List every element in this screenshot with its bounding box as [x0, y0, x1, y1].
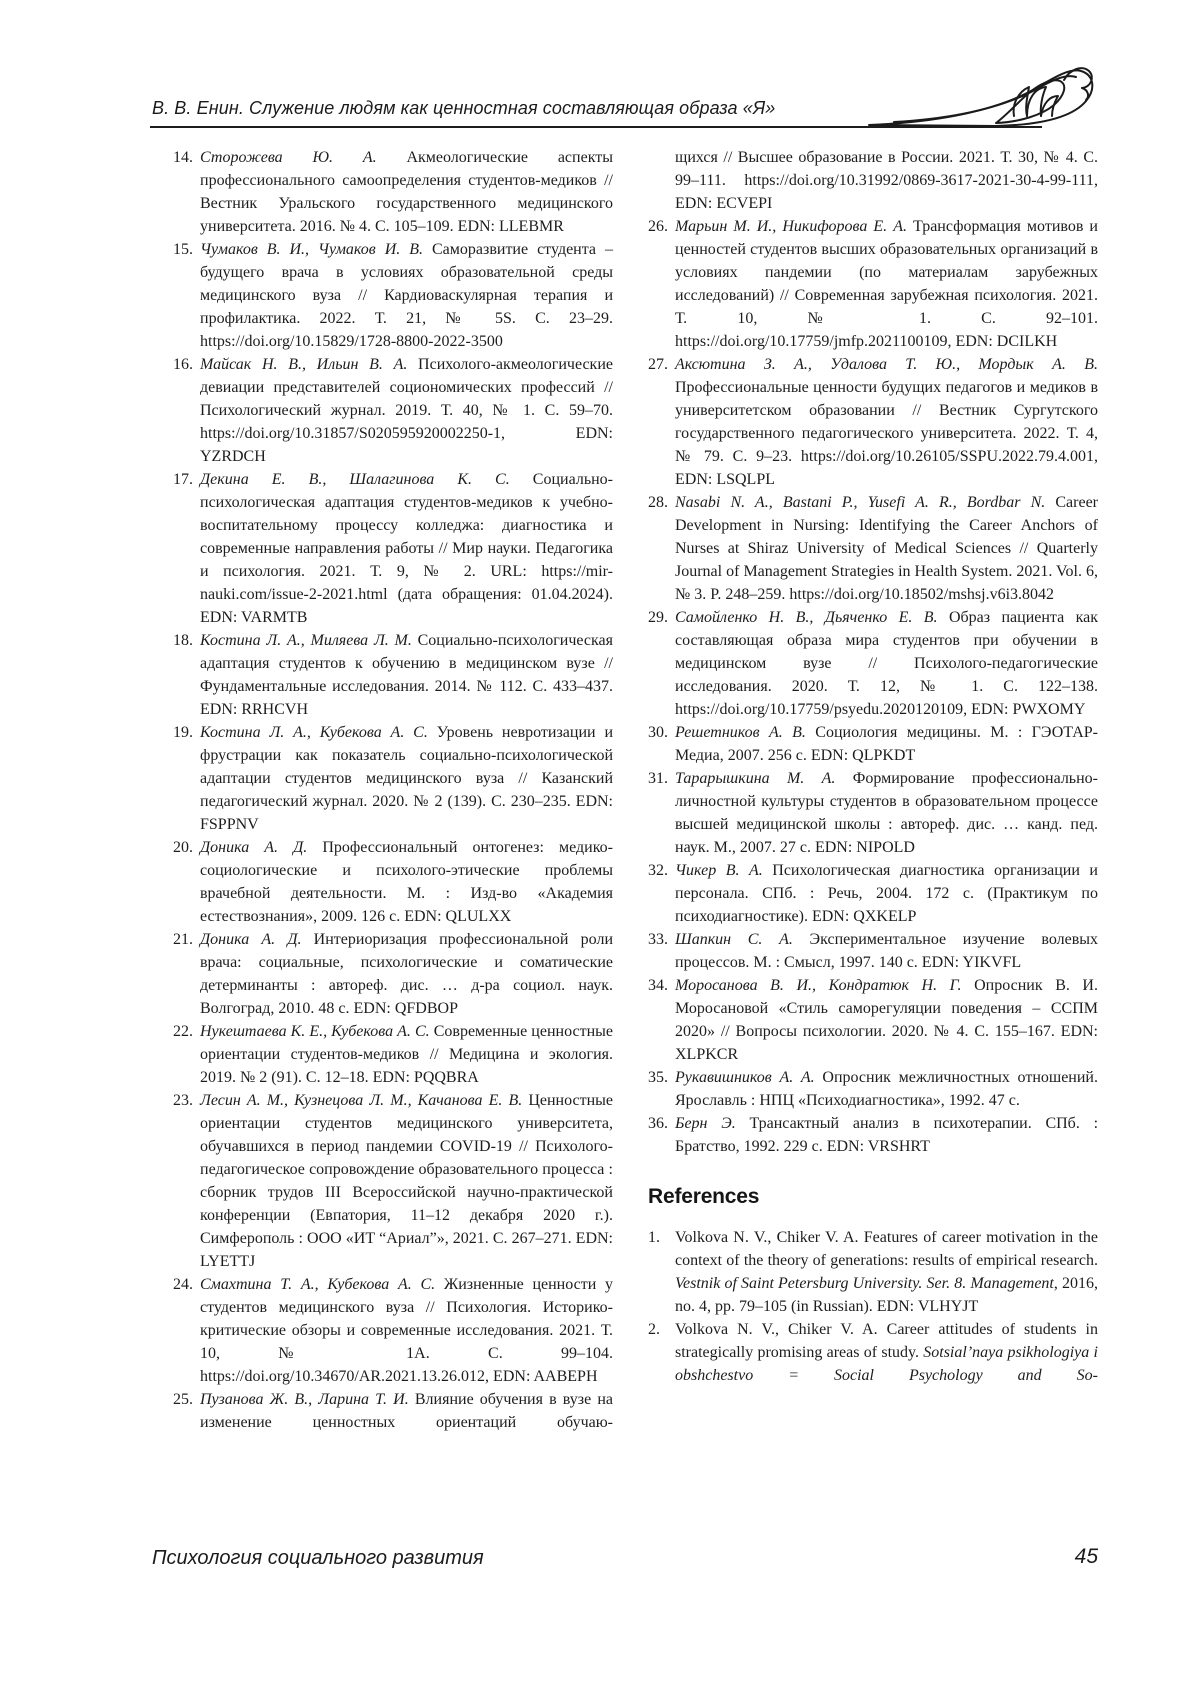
reference-item: [173, 1388, 613, 1434]
reference-number: 14.: [173, 149, 193, 166]
footer-section-title: Психология социального развития: [152, 1547, 484, 1569]
reference-text: , 2016, no. 4, pp. 79–105 (in Russian). EDN: VLHYJT: [675, 1275, 1099, 1315]
reference-text-italic: Vestnik of Saint Petersburg University. Ser. 8. Management: [675, 1275, 1054, 1292]
reference-number: 19.: [173, 724, 193, 741]
reference-item: [648, 1066, 1098, 1112]
reference-text: Социально-психологическая адаптация студентов к обучению в медицинском вузе // Фундаментальные исследования. 2014. № 112. С. 433–437. EDN: RRHCVH: [200, 632, 614, 718]
reference-text-italic: Доника А. Д.: [200, 931, 302, 948]
reference-item: [173, 629, 613, 721]
reference-number: 29.: [648, 609, 668, 626]
reference-text-italic: Декина Е. В., Шалагинова К. С.: [200, 471, 510, 488]
reference-item: [648, 491, 1098, 606]
reference-text-italic: Аксютина З. А., Удалова Т. Ю., Мордык А. В.: [675, 356, 1098, 373]
bibliography-list-right: [648, 215, 1098, 1158]
reference-text-italic: Костина Л. А., Кубекова А. С.: [200, 724, 428, 741]
header-ornament-icon: [868, 60, 1096, 133]
reference-number: 30.: [648, 724, 668, 741]
reference-item: [173, 468, 613, 629]
reference-item: [648, 974, 1098, 1066]
reference-number: 32.: [648, 862, 668, 879]
reference-text-italic: Рукавишников А. А.: [675, 1069, 815, 1086]
reference-text: Психологическая диагностика организации и персонала. СПб. : Речь, 2004. 172 с. (Практикум по психодиагностике). EDN: QXKELP: [675, 862, 1098, 925]
reference-item: [648, 1318, 1098, 1387]
reference-text: Жизненные ценности у студентов медицинского вуза // Психология. Историко-критические обзоры и современные исследования. 2021. Т. 10, № 1А. С. 99–104. https://doi.org/10.34670/AR.2021.13.26.012, EDN: AABEPH: [200, 1276, 614, 1385]
reference-text: Профессиональный онтогенез: медико-социологические и психолого-этические проблемы врачебной деятельности. М. : Изд-во «Академия естествознания», 2009. 126 с. EDN: QLULXX: [200, 839, 614, 925]
reference-number: 33.: [648, 931, 668, 948]
reference-item: [173, 1020, 613, 1089]
reference-number: 35.: [648, 1069, 668, 1086]
reference-text: Volkova N. V., Chiker V. A. Career attitudes of students in strategically promising areas of study.: [675, 1321, 1098, 1361]
references-heading: References: [648, 1185, 760, 1208]
reference-number: 20.: [173, 839, 193, 856]
reference-item: [648, 1226, 1098, 1318]
reference-number: 2.: [648, 1321, 660, 1338]
reference-number: 1.: [648, 1229, 660, 1246]
reference-number: 16.: [173, 356, 193, 373]
reference-item: [173, 928, 613, 1020]
reference-text: Саморазвитие студента – будущего врача в условиях образовательной среды медицинского вуза // Кардиоваскулярная терапия и профилактика. 2022. Т. 21, № 5S. С. 23–29. https://doi.org/10.15829/1728-8800-2022-3500: [200, 241, 614, 350]
reference-text-italic: Пузанова Ж. В., Ларина Т. И.: [200, 1391, 409, 1408]
reference-text-italic: Костина Л. А., Миляева Л. М.: [200, 632, 412, 649]
reference-text-italic: Шапкин С. А.: [675, 931, 793, 948]
reference-item: [173, 238, 613, 353]
reference-text: Трансформация мотивов и ценностей студентов высших образовательных организаций в условиях пандемии (по материалам зарубежных исследований) // Современная зарубежная психология. 2021. Т. 10, № 1. С. 92–101. https://doi.org/10.17759/jmfp.2021100109, EDN: DCILKH: [675, 218, 1098, 350]
reference-text-italic: Sotsial’naya psikhologiya i obshchestvo = Social Psychology and So-: [675, 1344, 1098, 1384]
reference-item: [173, 836, 613, 928]
reference-text-italic: Сторожева Ю. А.: [200, 149, 377, 166]
reference-item: [648, 1112, 1098, 1158]
reference-number: 26.: [648, 218, 668, 235]
bibliography-list-left: [173, 146, 613, 1434]
reference-item: [173, 146, 613, 238]
reference-item: [648, 606, 1098, 721]
reference-item: [173, 1273, 613, 1388]
reference-number: 21.: [173, 931, 193, 948]
reference-text-italic: Марьин М. И., Никифорова Е. А.: [675, 218, 907, 235]
reference-text: Профессиональные ценности будущих педагогов и медиков в университетском образовании // Вестник Сургутского государственного педагогического университета. 2022. Т. 4, № 79. С. 9–23. https://doi.org/10.26105/SSPU.2022.79.4.001, EDN: LSQLPL: [675, 379, 1098, 488]
reference-item: [173, 1089, 613, 1273]
reference-item: [648, 928, 1098, 974]
reference-text-italic: Нукештаева К. Е., Кубекова А. С.: [200, 1023, 430, 1040]
reference-text-italic: Тарарышкина М. А.: [675, 770, 836, 787]
reference-number: 28.: [648, 494, 668, 511]
reference-number: 27.: [648, 356, 668, 373]
reference-text-italic: Самойленко Н. В., Дьяченко Е. В.: [675, 609, 938, 626]
reference-text-italic: Чикер В. А.: [675, 862, 763, 879]
reference-item: [173, 353, 613, 468]
reference-text: Трансактный анализ в психотерапии. СПб. : Братство, 1992. 229 с. EDN: VRSHRT: [675, 1115, 1099, 1155]
reference-text: Формирование профессионально-личностной культуры студентов в образовательном процессе высшей медицинской школы : автореф. дис. … канд. пед. наук. М., 2007. 27 с. EDN: NIPOLD: [675, 770, 1098, 856]
reference-text: Опросник межличностных отношений. Ярославль : НПЦ «Психодиагностика», 1992. 47 с.: [675, 1069, 1098, 1109]
reference-text-italic: Доника А. Д.: [200, 839, 308, 856]
reference-number: 17.: [173, 471, 193, 488]
reference-item: [648, 859, 1098, 928]
reference-item: [648, 353, 1098, 491]
reference-text-italic: Майсак Н. В., Ильин В. А.: [200, 356, 408, 373]
reference-text: Career Development in Nursing: Identifying the Career Anchors of Nurses at Shiraz University of Medical Sciences // Quarterly Journal of Management Strategies in Health System. 2021. Vol. 6, № 3. P. 248–259. https://doi.org/10.18502/mshsj.v6i3.8042: [675, 494, 1099, 603]
reference-text-italic: Решетников А. В.: [675, 724, 806, 741]
reference-item: [648, 215, 1098, 353]
reference-text-italic: Лесин А. М., Кузнецова Л. М., Качанова Е. В.: [200, 1092, 523, 1109]
reference-carryover: [648, 146, 1098, 215]
reference-number: 22.: [173, 1023, 193, 1040]
reference-text: Ценностные ориентации студентов медицинского университета, обучавшихся в период пандемии COVID-19 // Психолого-педагогическое сопровождение образовательного процесса : сборник трудов III Всероссийской научно-практической конференции (Евпатория, 11–12 декабря 2020 г.). Симферополь : ООО «ИТ “Ариал”», 2021. С. 267–271. EDN: LYETTJ: [200, 1092, 614, 1270]
reference-number: 31.: [648, 770, 668, 787]
reference-number: 23.: [173, 1092, 193, 1109]
reference-text: Уровень невротизации и фрустрации как показатель социально-психологической адаптации студентов медицинского вуза // Казанский педагогический журнал. 2020. № 2 (139). С. 230–235. EDN: FSPPNV: [200, 724, 614, 833]
reference-text: Volkova N. V., Chiker V. A. Features of career motivation in the context of the theory of generations: results of empirical research.: [675, 1229, 1098, 1269]
reference-number: 15.: [173, 241, 193, 258]
reference-text: Влияние обучения в вузе на изменение ценностных ориентаций обучаю-: [200, 1391, 614, 1431]
reference-text: Интериоризация профессиональной роли врача: социальные, психологические и соматические детерминанты : автореф. дис. … д-ра социол. наук. Волгоград, 2010. 48 с. EDN: QFDBOP: [200, 931, 613, 1017]
running-head-title: В. В. Енин. Служение людям как ценностная составляющая образа «Я»: [152, 98, 776, 118]
reference-text-italic: Берн Э.: [675, 1115, 736, 1132]
reference-text: Психолого-акмеологические девиации представителей социономических профессий // Психологический журнал. 2019. Т. 40, № 1. С. 59–70. https://doi.org/10.31857/S020595920002250-1, EDN: YZRDCH: [200, 356, 613, 465]
bibliography-column-right: [648, 146, 1098, 1387]
reference-number: 18.: [173, 632, 193, 649]
footer-page-number: 45: [1074, 1545, 1098, 1568]
bibliography-column-left: [173, 146, 613, 1434]
reference-text: Образ пациента как составляющая образа мира студентов при обучении в медицинском вузе // Психолого-педагогические исследования. 2020. Т. 12, № 1. С. 122–138. https://doi.org/10.17759/psyedu.2020120109, EDN: PWXOMY: [675, 609, 1098, 718]
reference-number: 36.: [648, 1115, 668, 1132]
reference-text: Социально-психологическая адаптация студентов-медиков к учебно-воспитательному процессу колледжа: диагностика и современные направления работы // Мир науки. Педагогика и психология. 2021. Т. 9, № 2. URL: https://mir-nauki.com/issue-2-2021.html (дата обращения: 01.04.2024). EDN: VARMTB: [200, 471, 614, 626]
reference-text: Акмеологические аспекты профессионального самоопределения студентов-медиков // Вестник Уральского государственного медицинского университета. 2016. № 4. С. 105–109. EDN: LLEBMR: [200, 149, 613, 235]
reference-text-italic: Nasabi N. A., Bastani P., Yusefi A. R., Bordbar N.: [675, 494, 1046, 511]
reference-text: Социология медицины. М. : ГЭОТАР-Медиа, 2007. 256 с. EDN: QLPKDT: [675, 724, 1099, 764]
reference-text-italic: Смахтина Т. А., Кубекова А. С.: [200, 1276, 436, 1293]
reference-number: 34.: [648, 977, 668, 994]
reference-text: щихся // Высшее образование в России. 2021. Т. 30, № 4. С. 99–111. https://doi.org/10.31992/0869-3617-2021-30-4-99-111, EDN: ECVEPI: [675, 149, 1098, 212]
reference-text: Экспериментальное изучение волевых процессов. М. : Смысл, 1997. 140 с. EDN: YIKVFL: [675, 931, 1099, 971]
reference-item: [648, 767, 1098, 859]
reference-item: [648, 721, 1098, 767]
references-list-english: [648, 1226, 1098, 1387]
reference-item: [173, 721, 613, 836]
reference-number: 25.: [173, 1391, 193, 1408]
reference-text: Опросник В. И. Моросановой «Стиль саморегуляции поведения – ССПМ 2020» // Вопросы психологии. 2020. № 4. С. 155–167. EDN: XLPKCR: [675, 977, 1098, 1063]
reference-text-italic: Чумаков В. И., Чумаков И. В.: [200, 241, 424, 258]
reference-text: Современные ценностные ориентации студентов-медиков // Медицина и экология. 2019. № 2 (91). С. 12–18. EDN: PQQBRA: [200, 1023, 613, 1086]
reference-text-italic: Моросанова В. И., Кондратюк Н. Г.: [675, 977, 962, 994]
reference-number: 24.: [173, 1276, 193, 1293]
